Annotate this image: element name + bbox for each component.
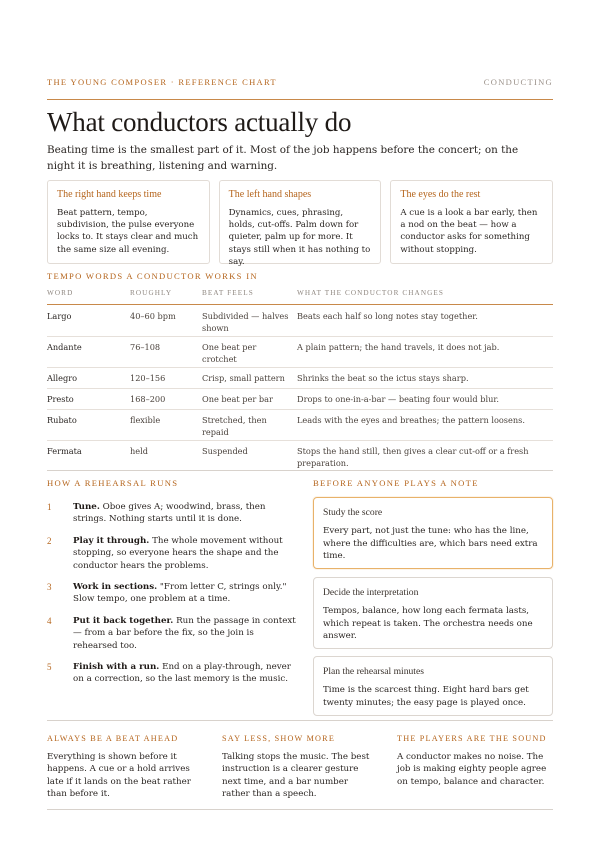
- step-text: End on a play-through, never on a correction, so the last memory is the music.: [73, 662, 291, 685]
- list-item: [47, 501, 297, 526]
- step-lead: Play it through.: [73, 535, 150, 546]
- prep-card-heading: Study the score: [323, 507, 383, 518]
- column-header-beat-feels: BEAT FEELS: [202, 289, 254, 297]
- intro-card-heading: The eyes do the rest: [400, 189, 481, 200]
- preparation-title: BEFORE ANYONE PLAYS A NOTE: [313, 478, 479, 488]
- column-header-word: WORD: [47, 289, 74, 297]
- column-header-changes: WHAT THE CONDUCTOR CHANGES: [297, 289, 444, 297]
- intro-card-eyes: [390, 180, 553, 264]
- cell-beat-feels: Stretched, then repaid: [202, 415, 267, 437]
- footer-note: [397, 734, 553, 801]
- table-row: [47, 441, 553, 471]
- prep-card-heading: Plan the rehearsal minutes: [323, 666, 424, 677]
- intro-paragraph: Beating time is the smallest part of it. Most of the job happens before the concert; on the night it is breathing, listening and warning.: [47, 144, 519, 172]
- prep-card-interpretation: [313, 577, 553, 649]
- header-bar: [47, 77, 553, 87]
- step-lead: Work in sections.: [73, 582, 158, 593]
- step-text: Oboe gives A; woodwind, brass, then strings. Nothing starts until it is done.: [73, 502, 266, 525]
- intro-card-body: A cue is a look a bar early, then a nod on the beat — how a conductor asks for something without stopping.: [400, 208, 538, 255]
- preparation-section: [313, 478, 553, 716]
- step-lead: Put it back together.: [73, 615, 174, 626]
- table-row: [47, 306, 553, 337]
- table-row: [47, 337, 553, 368]
- step-number: 1: [47, 502, 52, 512]
- cell-roughly: 40–60 bpm: [130, 311, 176, 321]
- cell-roughly: 120–156: [130, 373, 166, 383]
- tempo-table-header: [47, 289, 553, 305]
- step-number: 4: [47, 615, 52, 626]
- step-text: Run the passage in context — from a bar before the fix, so the join is rehearsed too.: [73, 615, 296, 651]
- cell-changes: Stops the hand still, then gives a clear cut-off or a fresh preparation.: [297, 446, 529, 468]
- intro-card-heading: The left hand shapes: [228, 189, 312, 200]
- column-header-roughly: ROUGHLY: [130, 289, 173, 297]
- cell-word: Rubato: [47, 415, 77, 425]
- intro-card-left-hand: [219, 180, 382, 267]
- footer-note-body: A conductor makes no noise. The job is making eighty people agree on tempo, balance and character.: [397, 752, 547, 787]
- list-item: [47, 581, 297, 606]
- step-lead: Finish with a run.: [73, 662, 160, 673]
- prep-card-body: Tempos, balance, how long each fermata lasts, which repeat is taken. The orchestra needs one answer.: [323, 606, 533, 642]
- intro-card-body: Beat pattern, tempo, subdivision, the pulse everyone locks to. It stays clear and much the same size all evening.: [57, 208, 199, 255]
- step-lead: Tune.: [73, 502, 100, 512]
- publication-kicker: THE YOUNG COMPOSER · REFERENCE CHART: [47, 77, 277, 87]
- footer-note: [222, 734, 378, 801]
- list-item: [47, 661, 297, 686]
- footer-divider-bottom: [47, 809, 553, 810]
- tempo-table-title: TEMPO WORDS A CONDUCTOR WORKS IN: [47, 271, 258, 281]
- cell-word: Andante: [47, 342, 82, 352]
- cell-beat-feels: Crisp, small pattern: [202, 373, 285, 383]
- cell-changes: Shrinks the beat so the ictus stays sharp.: [297, 373, 469, 383]
- cell-changes: Leads with the eyes and breathes; the pattern loosens.: [297, 415, 525, 425]
- table-row: [47, 368, 553, 389]
- table-row: [47, 389, 553, 410]
- prep-card-rehearsal-minutes: [313, 656, 553, 716]
- cell-beat-feels: Subdivided — halves shown: [202, 311, 289, 333]
- step-text: The whole movement without stopping, so everyone hears the shape and the conductor hears the problems.: [73, 535, 283, 571]
- intro-cards: [47, 180, 553, 267]
- step-number: 3: [47, 582, 52, 593]
- step-number: 2: [47, 535, 52, 546]
- list-item: [47, 615, 297, 652]
- cell-changes: A plain pattern; the hand travels, it does not jab.: [297, 342, 500, 352]
- cell-roughly: held: [130, 446, 148, 456]
- step-number: 5: [47, 662, 52, 673]
- list-item: [47, 535, 297, 572]
- footer-notes: [47, 734, 553, 801]
- cell-word: Fermata: [47, 446, 82, 456]
- cell-changes: Beats each half so long notes stay together.: [297, 311, 478, 321]
- table-row: [47, 410, 553, 441]
- rehearsal-steps: [47, 501, 297, 686]
- intro-card-body: Dynamics, cues, phrasing, holds, cut-offs. Palm down for quieter, palm up for more. It stays still when it has nothing to say.: [228, 208, 371, 267]
- prep-card-heading: Decide the interpretation: [323, 587, 419, 598]
- prep-card-body: Time is the scarcest thing. Eight hard bars get twenty minutes; the easy page is played once.: [323, 685, 529, 708]
- cell-word: Largo: [47, 311, 72, 321]
- cell-roughly: flexible: [130, 415, 161, 425]
- prep-card-study-score: [313, 497, 553, 569]
- intro-card-right-hand: [47, 180, 210, 264]
- cell-roughly: 168–200: [130, 394, 166, 404]
- prep-card-body: Every part, not just the tune: who has the line, where the difficulties are, which bars need extra time.: [323, 526, 538, 562]
- rehearsal-title: HOW A REHEARSAL RUNS: [47, 478, 179, 488]
- step-text: "From letter C, strings only." Slow tempo, one problem at a time.: [73, 582, 287, 605]
- footer-divider-top: [47, 720, 553, 721]
- footer-note-body: Talking stops the music. The best instruction is a clearer gesture next time, and a bar number rather than a speech.: [222, 752, 370, 800]
- header-divider: [47, 99, 553, 100]
- intro-card-heading: The right hand keeps time: [57, 189, 162, 200]
- cell-word: Allegro: [47, 373, 78, 383]
- rehearsal-section: [47, 478, 297, 695]
- footer-note-heading: SAY LESS, SHOW MORE: [222, 734, 336, 743]
- footer-note-body: Everything is shown before it happens. A cue or a hold arrives late if it lands on the beat rather than before it.: [47, 752, 191, 800]
- cell-beat-feels: Suspended: [202, 446, 248, 456]
- footer-note-heading: ALWAYS BE A BEAT AHEAD: [47, 734, 179, 743]
- footer-note: [47, 734, 203, 801]
- footer-note-heading: THE PLAYERS ARE THE SOUND: [397, 734, 547, 743]
- cell-beat-feels: One beat per bar: [202, 394, 273, 404]
- page-title: What conductors actually do: [47, 107, 352, 137]
- cell-changes: Drops to one-in-a-bar — beating four would blur.: [297, 394, 499, 404]
- cell-word: Presto: [47, 394, 74, 404]
- cell-roughly: 76–108: [130, 342, 161, 352]
- cell-beat-feels: One beat per crotchet: [202, 342, 257, 364]
- section-tag: CONDUCTING: [483, 77, 553, 87]
